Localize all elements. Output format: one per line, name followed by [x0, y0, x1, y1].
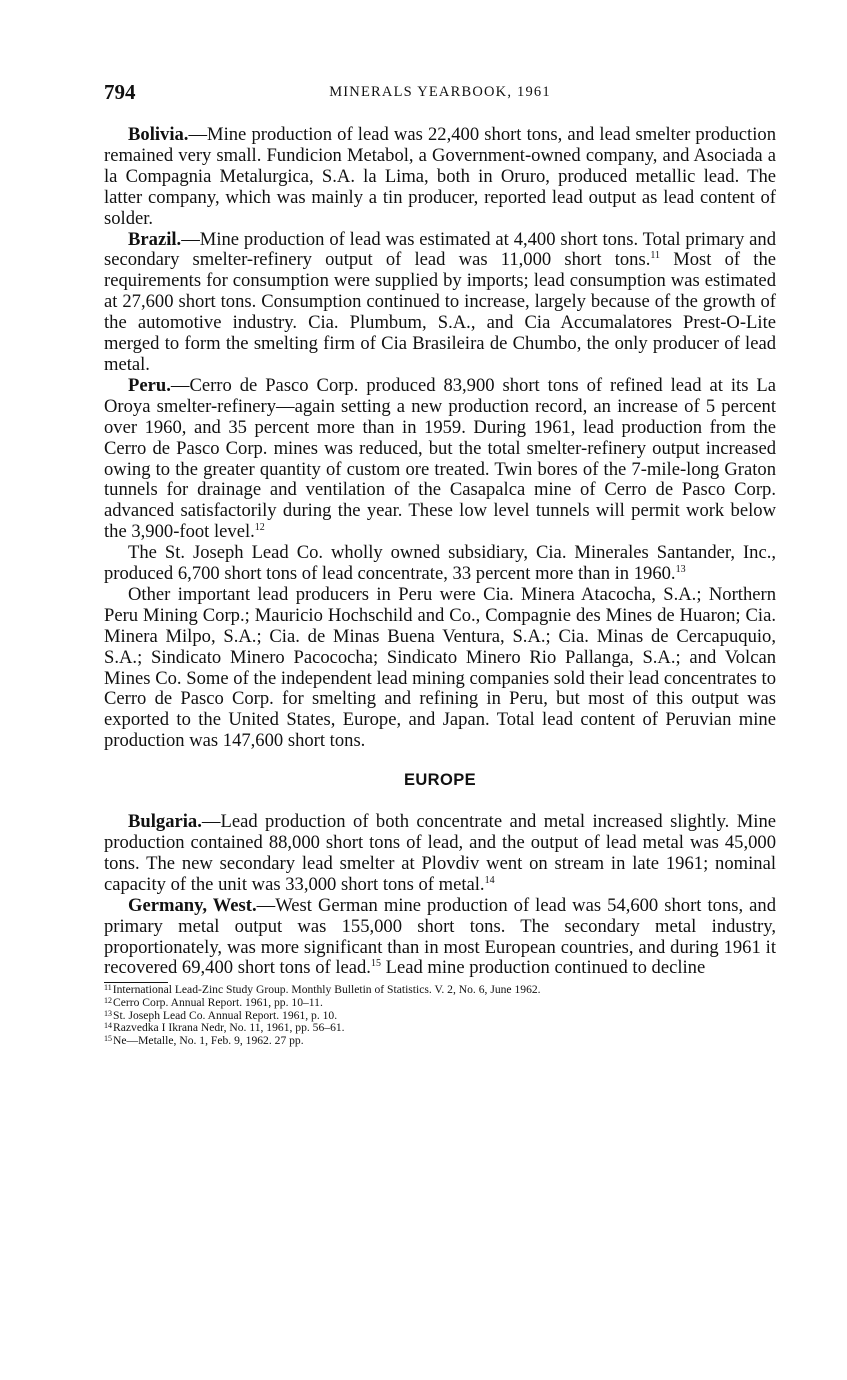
- footnote-ref[interactable]: 12: [254, 522, 265, 534]
- footnote-number: 13: [104, 1008, 112, 1018]
- paragraph-text: Other important lead producers in Peru were Cia. Minera Atacocha, S.A.; Northern Peru Mining Corp.; Mauricio Hochschild and Co., Compagnie des Mines de Huaron; Cia. Minera Milpo, S.A.; Cia. de Minas Buena Ventura, S.A.; Cia. Minas de Cercapuquio, S.A.; Sindicato Minero Pacocochа; Sindicato Minero Rio Pallanga, S.A.; and Volcan Mines Co. Some of the independent lead mining companies sold their lead concentrates to Cerro de Pasco Corp. for smelting and refining in Peru, but most of this output was exported to the United States, Europe, and Japan. Total lead content of Peruvian mine production was 147,600 short tons.: [104, 583, 776, 752]
- page-number: 794: [104, 80, 136, 104]
- paragraph-text: —Mine production of lead was estimated at 4,400 short tons. Total primary and secondary smelter-refinery output of lead was 11,000 short tons.: [104, 228, 776, 271]
- running-header: [104, 80, 776, 114]
- paragraph-bulgaria: [104, 812, 776, 896]
- footnotes: [104, 984, 776, 1047]
- paragraph-text: Lead mine production continued to decline: [380, 957, 706, 979]
- document-page: [104, 80, 776, 1047]
- paragraph-text: —Mine production of lead was 22,400 short tons, and lead smelter production remained very small. Fundicion Metabol, a Government-owned company, and Asociada a la Compagnia Metalurgica, S.A. la Lima, both in Oruro, produced metallic lead. The latter company, which was mainly a tin producer, reported lead output as lead content of solder.: [104, 124, 776, 229]
- footnote-text: International Lead-Zinc Study Group. Monthly Bulletin of Statistics. V. 2, No. 6, June 1962.: [112, 983, 541, 997]
- section-heading-europe: EUROPE: [403, 771, 477, 790]
- paragraph-brazil: [104, 230, 776, 376]
- footnote-number: 11: [104, 983, 112, 993]
- paragraph-text: —West German mine production of lead was 54,600 short tons, and primary metal output was 155,000 short tons. The secondary metal industry, proportionately, was more significant than in most European countries, and during 1961 it recovered 69,400 short tons of lead.: [104, 894, 776, 979]
- paragraph-lead-brazil: Brazil.: [128, 228, 182, 250]
- footnote-number: 12: [104, 995, 112, 1005]
- footnote-number: 14: [104, 1021, 112, 1031]
- footnote-ref[interactable]: 15: [370, 958, 381, 970]
- paragraph-lead-bulgaria: Bulgaria.: [128, 811, 202, 833]
- footnote-15: [104, 1035, 776, 1048]
- paragraph-other-peru: [104, 585, 776, 752]
- footnote-ref[interactable]: 11: [650, 250, 661, 262]
- paragraph-bolivia: [104, 125, 776, 230]
- footnote-ref[interactable]: 14: [484, 874, 495, 886]
- footnote-ref[interactable]: 13: [675, 564, 686, 576]
- paragraph-lead-bolivia: Bolivia.: [128, 124, 189, 145]
- paragraph-lead-germany: Germany, West.: [128, 894, 257, 916]
- paragraph-germany: [104, 896, 776, 980]
- paragraph-peru: [104, 376, 776, 543]
- footnote-text: Cerro Corp. Annual Report. 1961, pp. 10–11.: [113, 995, 323, 1009]
- footnote-text: St. Joseph Lead Co. Annual Report. 1961, p. 10.: [113, 1008, 338, 1022]
- footnote-text: Ne—Metalle, No. 1, Feb. 9, 1962. 27 pp.: [113, 1033, 304, 1047]
- paragraph-lead-peru: Peru.: [128, 374, 171, 396]
- paragraph-text: —Cerro de Pasco Corp. produced 83,900 short tons of refined lead at its La Oroya smelter-refinery—again setting a new production record, an increase of 5 percent over 1960, and 35 percent more than in 1959. During 1961, lead production from the Cerro de Pasco Corp. mines was reduced, but the total smelter-refinery output increased owing to the greater quantity of custom ore treated. Twin bores of the 7-mile-long Graton tunnels for drainage and ventilation of the Casapalca mine of Cerro de Pasco Corp. advanced satisfactorily during the year. These low level tunnels will permit work below the 3,900-foot level.: [104, 374, 776, 543]
- paragraph-text: The St. Joseph Lead Co. wholly owned subsidiary, Cia. Minerales Santander, Inc., produced 6,700 short tons of lead concentrate, 33 percent more than in 1960.: [104, 542, 776, 585]
- paragraph-text: Most of the requirements for consumption were supplied by imports; lead consumption was estimated at 27,600 short tons. Consumption continued to increase, largely because of the growth of the automotive industry. Cia. Plumbum, S.A., and Cia Accumalatores Prest-O-Lite merged to form the smelting firm of Cia Brasileira de Chumbo, the only producer of lead metal.: [104, 249, 776, 375]
- body-text: [104, 125, 776, 979]
- paragraph-text: —Lead production of both concentrate and metal increased slightly. Mine production contained 88,000 short tons of lead, and the output of lead metal was 45,000 tons. The new secondary lead smelter at Plovdiv went on stream in late 1961; nominal capacity of the unit was 33,000 short tons of metal.: [104, 811, 776, 895]
- running-title: MINERALS YEARBOOK, 1961: [329, 84, 551, 100]
- paragraph-st-joseph: [104, 543, 776, 585]
- footnote-number: 15: [104, 1033, 112, 1043]
- footnote-text: Razvedka I Ikrana Nedr, No. 11, 1961, pp. 56–61.: [113, 1021, 345, 1035]
